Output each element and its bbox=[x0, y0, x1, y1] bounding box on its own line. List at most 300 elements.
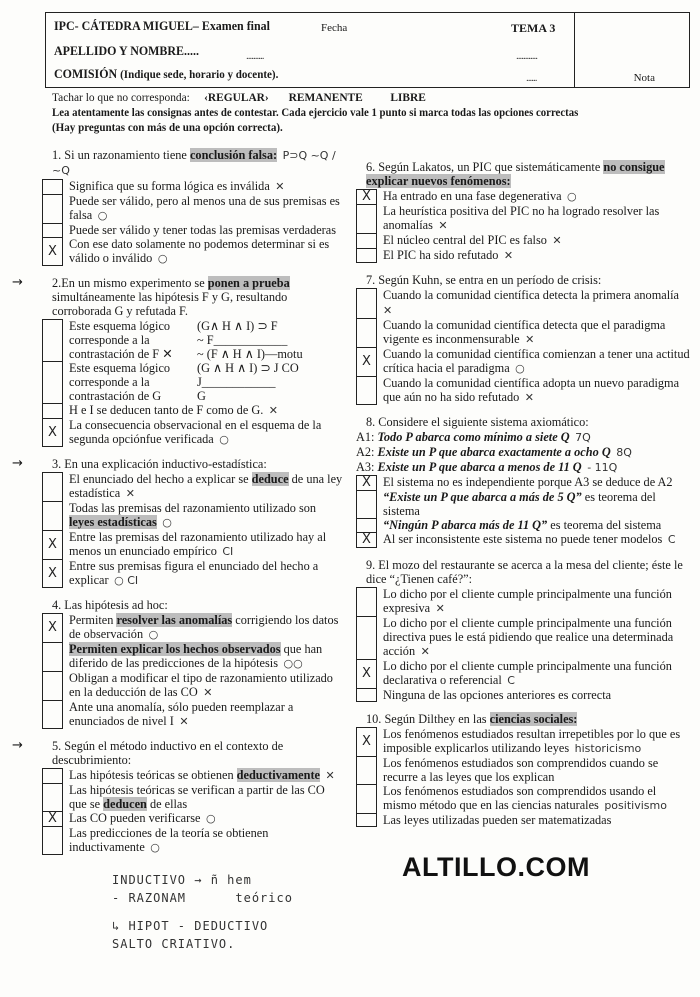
option-text-part: Lo dicho por el cliente cumple principalmente una función directiva pues le está pidiendo que realice una determinada acción bbox=[383, 616, 674, 658]
options-list bbox=[356, 727, 692, 827]
answer-option[interactable] bbox=[42, 530, 344, 559]
option-text-part: Lo dicho por el cliente cumple principalmente una función declarativa o referencial bbox=[383, 659, 672, 687]
answer-checkbox[interactable] bbox=[42, 319, 63, 361]
answer-option[interactable] bbox=[356, 204, 692, 233]
comision-field[interactable] bbox=[54, 67, 278, 81]
question-title-text: 9. El mozo del restaurante se acerca a la mesa del cliente; éste le dice “¿Tienen café?”: bbox=[366, 558, 683, 586]
question-title bbox=[366, 558, 692, 586]
answer-option[interactable] bbox=[356, 688, 692, 702]
question-2 bbox=[12, 275, 344, 447]
question-5 bbox=[12, 738, 344, 855]
answer-option[interactable] bbox=[42, 783, 344, 811]
answer-checkbox[interactable] bbox=[356, 587, 377, 616]
option-text bbox=[63, 559, 344, 588]
formula-expression: J____________ bbox=[197, 375, 276, 389]
option-text-part: El PIC ha sido refutado bbox=[383, 248, 499, 262]
option-text bbox=[377, 727, 692, 756]
formula-row bbox=[69, 361, 344, 375]
option-text bbox=[63, 361, 344, 403]
formula-expression: ~ F____________ bbox=[197, 333, 288, 347]
answer-option[interactable] bbox=[42, 319, 344, 361]
option-text bbox=[377, 318, 692, 347]
question-title bbox=[366, 712, 692, 726]
option-text bbox=[63, 418, 344, 447]
question-4 bbox=[42, 598, 344, 729]
question-title-text: 3. En una explicación inductivo-estadística: bbox=[52, 457, 267, 471]
answer-option[interactable] bbox=[356, 475, 692, 490]
option-text bbox=[63, 783, 344, 811]
option-text-part: Puede ser válido, pero al menos una de sus premisas es falsa bbox=[69, 194, 340, 222]
handwritten-annotation: C bbox=[503, 674, 515, 687]
formula-expression: (G ∧ H ∧ I) ⊃ J CO bbox=[197, 361, 299, 375]
answer-option[interactable] bbox=[356, 659, 692, 688]
answer-option[interactable] bbox=[356, 318, 692, 347]
answer-option[interactable] bbox=[356, 248, 692, 263]
options-list bbox=[356, 475, 692, 548]
tachar-line bbox=[52, 90, 426, 104]
handwritten-note: ↳ HIPOT - DEDUCTIVO bbox=[112, 919, 269, 933]
handwritten-annotation: ○ bbox=[154, 252, 168, 265]
answer-option[interactable] bbox=[42, 237, 344, 266]
question-title-text: simultáneamente las hipótesis F y G, resultando corroborada G y refutada F. bbox=[52, 290, 288, 318]
answer-option[interactable] bbox=[42, 418, 344, 447]
answer-option[interactable] bbox=[356, 347, 692, 376]
option-text-part: Lo dicho por el cliente cumple principalmente una función expresiva bbox=[383, 587, 672, 615]
handwritten-annotation: ✕ bbox=[265, 404, 279, 417]
answer-checkbox[interactable] bbox=[42, 768, 63, 783]
instructions-line1: Lea atentamente las consignas antes de contestar. Cada ejercicio vale 1 punto si marca todas las opciones correctas bbox=[52, 105, 579, 119]
option-text-part: Ante una anomalía, sólo pueden reemplazar a enunciados de nivel I bbox=[69, 700, 294, 728]
question-6 bbox=[356, 160, 692, 263]
question-title-text: 1. Si un razonamiento tiene bbox=[52, 148, 190, 162]
handwritten-annotation: C bbox=[664, 533, 676, 546]
axiom bbox=[356, 460, 692, 475]
option-text bbox=[377, 518, 692, 532]
answer-option[interactable] bbox=[356, 288, 692, 318]
handwritten-annotation: ✕ bbox=[521, 333, 535, 346]
options-list bbox=[356, 587, 692, 702]
answer-checkbox[interactable] bbox=[42, 361, 63, 403]
nota-label: Nota bbox=[633, 72, 655, 84]
answer-checkbox[interactable] bbox=[42, 223, 63, 237]
handwritten-annotation: historicismo bbox=[571, 742, 642, 755]
axiom-text: Existe un P que abarca a menos de 11 Q bbox=[377, 460, 582, 474]
axiom bbox=[356, 445, 692, 460]
right-column bbox=[356, 160, 692, 883]
option-text-part: Al ser inconsistente este sistema no puede tener modelos bbox=[383, 532, 663, 546]
answer-option[interactable] bbox=[42, 768, 344, 783]
question-7 bbox=[356, 273, 692, 405]
option-text bbox=[377, 248, 692, 263]
option-text-part: Cuando la comunidad científica detecta la primera anomalía bbox=[383, 288, 680, 302]
formula-row bbox=[69, 375, 344, 389]
axiom-label: A3: bbox=[356, 460, 378, 474]
answer-checkbox[interactable]: X bbox=[42, 530, 63, 559]
answer-option[interactable] bbox=[42, 194, 344, 223]
watermark-logo: ALTILLO.COM bbox=[402, 852, 590, 882]
name-dots: ............ bbox=[516, 50, 537, 62]
handwritten-annotation: ✕ bbox=[521, 391, 534, 404]
options-list bbox=[42, 472, 344, 588]
answer-checkbox[interactable]: X bbox=[42, 613, 63, 642]
answer-option[interactable] bbox=[42, 826, 344, 855]
option-text-part: Cuando la comunidad científica detecta que el paradigma vigente es inconmensurable bbox=[383, 318, 666, 346]
option-text bbox=[63, 826, 344, 855]
handwritten-note: - RAZONAM teórico bbox=[112, 891, 293, 905]
question-10 bbox=[356, 712, 692, 827]
answer-option[interactable] bbox=[42, 179, 344, 194]
option-text-part: Los fenómenos estudiados son comprendidos cuando se recurre a las leyes que los explican bbox=[383, 756, 659, 784]
formula-label: contrastación de F ✕ bbox=[69, 347, 173, 361]
option-regular[interactable]: ‹REGULAR› bbox=[204, 90, 269, 104]
margin-arrow-icon: → bbox=[12, 738, 23, 753]
option-text-part: H e I se deducen tanto de F como de G. bbox=[69, 403, 264, 417]
option-text-part: Entre sus premisas figura el enunciado del hecho a explicar bbox=[69, 559, 319, 587]
answer-option[interactable] bbox=[42, 700, 344, 729]
option-text bbox=[377, 756, 692, 784]
option-remanente[interactable]: REMANENTE bbox=[288, 90, 363, 104]
answer-checkbox[interactable] bbox=[356, 248, 377, 263]
option-text-part: El enunciado del hecho a explicar se bbox=[69, 472, 252, 486]
highlighted-text: ciencias sociales: bbox=[489, 712, 578, 726]
option-text-part: Las CO pueden verificarse bbox=[69, 811, 201, 825]
answer-checkbox[interactable] bbox=[356, 518, 377, 532]
answer-option[interactable] bbox=[42, 613, 344, 642]
options-list bbox=[356, 288, 692, 405]
question-title bbox=[366, 415, 692, 429]
handwritten-note: INDUCTIVO → ñ hem bbox=[112, 873, 252, 887]
option-text-part: Las hipótesis teóricas se verifican a partir de las CO que se bbox=[69, 783, 325, 811]
handwritten-annotation: ○ bbox=[563, 190, 577, 203]
option-text bbox=[63, 613, 344, 642]
question-title bbox=[52, 457, 344, 471]
option-text-part: El sistema no es independiente porque A3 se deduce de A2 bbox=[383, 475, 673, 489]
name-dots: .......... bbox=[246, 50, 264, 62]
highlighted-text: deducen bbox=[103, 797, 147, 811]
answer-option[interactable] bbox=[42, 501, 344, 530]
answer-checkbox[interactable]: X bbox=[356, 475, 377, 490]
option-text-part: El núcleo central del PIC es falso bbox=[383, 233, 547, 247]
option-text bbox=[377, 616, 692, 659]
option-text bbox=[377, 233, 692, 248]
handwritten-annotation: ✕ bbox=[199, 686, 213, 699]
answer-checkbox[interactable] bbox=[42, 671, 63, 700]
option-text-part: Ninguna de las opciones anteriores es correcta bbox=[383, 688, 612, 702]
option-text-part: de una ley estadística bbox=[69, 472, 343, 500]
answer-option[interactable] bbox=[356, 490, 692, 518]
handwritten-note: P⊃Q ~Q / ~Q bbox=[52, 149, 336, 177]
option-text-part: Los fenómenos estudiados son comprendidos usando el mismo método que en las ciencias naturales bbox=[383, 784, 657, 812]
handwritten-note: - 11Q bbox=[583, 461, 618, 474]
handwritten-annotation: ○ bbox=[158, 516, 172, 529]
emphasized-text: “Existe un P que abarca a más de 5 Q” bbox=[383, 490, 582, 504]
answer-option[interactable] bbox=[356, 756, 692, 784]
question-title bbox=[52, 276, 344, 318]
answer-checkbox[interactable]: X bbox=[356, 727, 377, 756]
handwritten-annotation: ✕ bbox=[500, 249, 514, 262]
handwritten-annotation: CI bbox=[218, 545, 234, 558]
options-list bbox=[356, 189, 692, 263]
answer-checkbox[interactable] bbox=[42, 194, 63, 223]
answer-option[interactable] bbox=[356, 727, 692, 756]
comision-hint: (Indique sede, horario y docente). bbox=[120, 67, 279, 81]
answer-option[interactable] bbox=[356, 532, 692, 548]
option-text bbox=[63, 671, 344, 700]
option-text bbox=[63, 811, 344, 826]
highlighted-text: no consigue explicar nuevos fenómenos: bbox=[366, 160, 665, 188]
comision-label: COMISIÓN bbox=[54, 66, 118, 81]
option-text-part: Las predicciones de la teoría se obtienen inductivamente bbox=[69, 826, 269, 854]
option-text-part: que han diferido de las predicciones de la hipótesis bbox=[69, 642, 323, 670]
option-text bbox=[63, 237, 344, 266]
option-text-part: es teorema del sistema bbox=[547, 518, 662, 532]
option-text bbox=[63, 472, 344, 501]
answer-checkbox[interactable] bbox=[42, 403, 63, 418]
option-text-part: Las hipótesis teóricas se obtienen bbox=[69, 768, 237, 782]
option-text bbox=[377, 587, 692, 616]
option-text-part: de ellas bbox=[146, 797, 188, 811]
handwritten-annotation: ○ bbox=[202, 812, 216, 825]
axiom-label: A2: bbox=[356, 445, 378, 459]
instructions-line2: (Hay preguntas con más de una opción correcta). bbox=[52, 120, 283, 134]
option-text-part: La consecuencia observacional en el esquema de la segunda opciónfue verificada bbox=[69, 418, 322, 446]
formula-label: contrastación de G bbox=[69, 389, 162, 403]
answer-checkbox[interactable]: X bbox=[42, 811, 63, 826]
option-text bbox=[377, 288, 692, 318]
answer-checkbox[interactable]: X bbox=[356, 189, 377, 204]
question-title-text: 2.En un mismo experimento se bbox=[52, 276, 208, 290]
axiom-label: A1: bbox=[356, 430, 378, 444]
formula-row bbox=[69, 389, 344, 403]
handwritten-annotation: ○ bbox=[215, 433, 229, 446]
axiom bbox=[356, 430, 692, 445]
answer-checkbox[interactable] bbox=[356, 318, 377, 347]
question-1 bbox=[42, 148, 344, 266]
answer-checkbox[interactable] bbox=[42, 179, 63, 194]
options-list bbox=[42, 613, 344, 729]
answer-checkbox[interactable]: X bbox=[356, 347, 377, 376]
options-list bbox=[42, 319, 344, 447]
answer-checkbox[interactable]: X bbox=[42, 559, 63, 588]
handwritten-annotation: ○ CI bbox=[110, 574, 139, 587]
question-3 bbox=[12, 456, 344, 588]
highlighted-text: resolver las anomalías bbox=[116, 613, 233, 627]
handwritten-annotation: ✕ bbox=[383, 304, 393, 317]
handwritten-notes bbox=[42, 871, 344, 953]
axiom-text: Existe un P que abarca exactamente a ocho Q bbox=[377, 445, 611, 459]
handwritten-annotation: ○ bbox=[145, 628, 159, 641]
formula-row bbox=[69, 333, 344, 347]
nota-column bbox=[574, 13, 689, 87]
answer-option[interactable] bbox=[42, 223, 344, 237]
question-title bbox=[52, 148, 344, 178]
formula-label: Este esquema lógico bbox=[69, 319, 171, 333]
highlighted-text: deduce bbox=[251, 472, 289, 486]
option-text-part: corrigiendo los datos de observación bbox=[69, 613, 339, 641]
answer-checkbox[interactable] bbox=[42, 783, 63, 811]
left-column bbox=[12, 148, 344, 953]
handwritten-annotation: ✕ bbox=[175, 715, 189, 728]
question-title-text: 4. Las hipótesis ad hoc: bbox=[52, 598, 168, 612]
answer-option[interactable] bbox=[42, 671, 344, 700]
option-text-part: es teorema del sistema bbox=[383, 490, 656, 518]
answer-checkbox[interactable] bbox=[356, 813, 377, 827]
question-title-text: 7. Según Kuhn, se entra en un período de crisis: bbox=[366, 273, 602, 287]
question-title bbox=[366, 160, 692, 188]
exam-title: IPC- CÁTEDRA MIGUEL– Examen final bbox=[54, 18, 270, 33]
answer-option[interactable] bbox=[356, 518, 692, 532]
formula-expression: (G∧ H ∧ I) ⊃ F bbox=[197, 319, 278, 333]
answer-option[interactable] bbox=[42, 559, 344, 588]
option-text bbox=[377, 532, 692, 548]
option-text-part: Significa que su forma lógica es inválida bbox=[69, 179, 270, 193]
answer-option[interactable] bbox=[42, 361, 344, 403]
highlighted-text: Permiten explicar los hechos observados bbox=[69, 642, 281, 656]
option-text bbox=[377, 813, 692, 827]
fecha-label: Fecha bbox=[321, 22, 348, 34]
option-text-part: Ha entrado en una fase degenerativa bbox=[383, 189, 562, 203]
answer-checkbox[interactable] bbox=[356, 616, 377, 659]
handwritten-annotation: ○ bbox=[511, 362, 525, 375]
question-title bbox=[52, 739, 344, 767]
question-title bbox=[366, 273, 692, 287]
option-text bbox=[377, 475, 692, 490]
answer-checkbox[interactable] bbox=[356, 233, 377, 248]
margin-arrow-icon: → bbox=[12, 275, 23, 290]
option-text bbox=[63, 642, 344, 671]
question-title-text: 10. Según Dilthey en las bbox=[366, 712, 490, 726]
answer-option[interactable] bbox=[356, 376, 692, 405]
answer-option[interactable] bbox=[356, 233, 692, 248]
answer-checkbox[interactable] bbox=[42, 700, 63, 729]
answer-checkbox[interactable]: X bbox=[356, 659, 377, 688]
question-9 bbox=[356, 558, 692, 702]
formula-expression: ~ (F ∧ H ∧ I)—motu bbox=[197, 347, 303, 361]
handwritten-annotation: ○○ bbox=[279, 657, 303, 670]
axiom-text: Todo P abarca como mínimo a siete Q bbox=[377, 430, 570, 444]
tachar-label: Tachar lo que no corresponda: bbox=[52, 90, 190, 104]
question-8 bbox=[356, 415, 692, 548]
option-text-part: Puede ser válido y tener todas las premisas verdaderas bbox=[69, 223, 337, 237]
margin-arrow-icon: → bbox=[12, 456, 23, 471]
option-text bbox=[63, 194, 344, 223]
answer-checkbox[interactable]: X bbox=[356, 532, 377, 548]
option-text-part: Entre las premisas del razonamiento utilizado hay al menos un enunciado empírico bbox=[69, 530, 327, 558]
emphasized-text: “Ningún P abarca más de 11 Q” bbox=[383, 518, 548, 532]
option-text-part: Cuando la comunidad científica adopta un nuevo paradigma que aún no ha sido refutado bbox=[383, 376, 680, 404]
highlighted-text: leyes estadísticas bbox=[69, 515, 157, 529]
option-text bbox=[377, 784, 692, 813]
highlighted-text: ponen a prueba bbox=[207, 276, 290, 290]
answer-option[interactable] bbox=[42, 811, 344, 826]
handwritten-note: 8Q bbox=[612, 446, 632, 459]
option-text bbox=[377, 376, 692, 405]
option-text-part: La heurística positiva del PIC no ha logrado resolver las anomalías bbox=[383, 204, 660, 232]
answer-checkbox[interactable] bbox=[356, 756, 377, 784]
options-list bbox=[42, 179, 344, 266]
question-title bbox=[52, 598, 344, 612]
name-field[interactable]: APELLIDO Y NOMBRE..... bbox=[54, 43, 199, 58]
comision-dots: ...... bbox=[526, 72, 537, 84]
answer-checkbox[interactable] bbox=[356, 784, 377, 813]
answer-option[interactable] bbox=[42, 403, 344, 418]
formula-expression: G bbox=[197, 389, 206, 403]
question-title-text: 6. Según Lakatos, un PIC que sistemáticamente bbox=[366, 160, 604, 174]
highlighted-text: conclusión falsa: bbox=[189, 148, 278, 162]
question-title-text: 8. Considere el siguiente sistema axiomático: bbox=[366, 415, 589, 429]
answer-option[interactable] bbox=[356, 616, 692, 659]
option-text-part: Los fenómenos estudiados resultan irrepetibles por lo que es imposible explicarlos utilizando leyes bbox=[383, 727, 681, 755]
option-text-part: Con ese dato solamente no podemos determinar si es válido o inválido bbox=[69, 237, 330, 265]
answer-option[interactable] bbox=[42, 642, 344, 671]
option-text bbox=[377, 204, 692, 233]
options-list bbox=[42, 768, 344, 855]
option-text bbox=[63, 223, 344, 237]
option-text bbox=[63, 403, 344, 418]
formula-row bbox=[69, 347, 344, 361]
option-text-part: Todas las premisas del razonamiento utilizado son bbox=[69, 501, 317, 515]
option-text-part: Cuando la comunidad científica comienzan a tener una actitud crítica hacia el paradigma bbox=[383, 347, 690, 375]
handwritten-note: 7Q bbox=[571, 431, 591, 444]
formula-label: corresponde a la bbox=[69, 375, 150, 389]
formula-label: Este esquema lógico bbox=[69, 361, 171, 375]
answer-checkbox[interactable] bbox=[42, 501, 63, 530]
handwritten-annotation: ✕ bbox=[434, 219, 448, 232]
handwritten-annotation: ✕ bbox=[122, 487, 135, 500]
answer-option[interactable] bbox=[356, 587, 692, 616]
answer-checkbox[interactable] bbox=[356, 688, 377, 702]
option-text bbox=[63, 768, 344, 783]
handwritten-annotation: ✕ bbox=[432, 602, 445, 615]
handwritten-annotation: positivismo bbox=[600, 799, 667, 812]
formula-label: corresponde a la bbox=[69, 333, 150, 347]
option-text bbox=[63, 501, 344, 530]
answer-checkbox[interactable]: X bbox=[42, 418, 63, 447]
option-text bbox=[377, 659, 692, 688]
option-text bbox=[63, 530, 344, 559]
answer-option[interactable] bbox=[356, 189, 692, 204]
option-text bbox=[377, 347, 692, 376]
tema-label: TEMA 3 bbox=[511, 21, 556, 35]
option-libre[interactable]: LIBRE bbox=[390, 90, 426, 104]
option-text-part: Las leyes utilizadas pueden ser matematizadas bbox=[383, 813, 612, 827]
answer-checkbox[interactable] bbox=[356, 376, 377, 405]
option-text bbox=[63, 179, 344, 194]
handwritten-annotation: ○ bbox=[94, 209, 108, 222]
answer-option[interactable] bbox=[356, 813, 692, 827]
answer-checkbox[interactable] bbox=[356, 490, 377, 518]
answer-checkbox[interactable] bbox=[356, 288, 377, 318]
answer-checkbox[interactable]: X bbox=[42, 237, 63, 266]
handwritten-annotation: ✕ bbox=[417, 645, 430, 658]
option-text bbox=[377, 490, 692, 518]
highlighted-text: deductivamente bbox=[236, 768, 321, 782]
option-text bbox=[377, 688, 692, 702]
option-text-part: Obligan a modificar el tipo de razonamiento utilizado en la deducción de las CO bbox=[69, 671, 333, 699]
option-text bbox=[63, 700, 344, 729]
answer-checkbox[interactable] bbox=[42, 826, 63, 855]
option-text-part: Permiten bbox=[69, 613, 117, 627]
answer-checkbox[interactable] bbox=[42, 472, 63, 501]
handwritten-annotation: ✕ bbox=[548, 234, 562, 247]
handwritten-annotation: ○ bbox=[146, 841, 160, 854]
answer-option[interactable] bbox=[42, 472, 344, 501]
answer-option[interactable] bbox=[356, 784, 692, 813]
answer-checkbox[interactable] bbox=[42, 642, 63, 671]
answer-checkbox[interactable] bbox=[356, 204, 377, 233]
handwritten-annotation: ✕ bbox=[322, 769, 335, 782]
header-box bbox=[45, 12, 690, 88]
